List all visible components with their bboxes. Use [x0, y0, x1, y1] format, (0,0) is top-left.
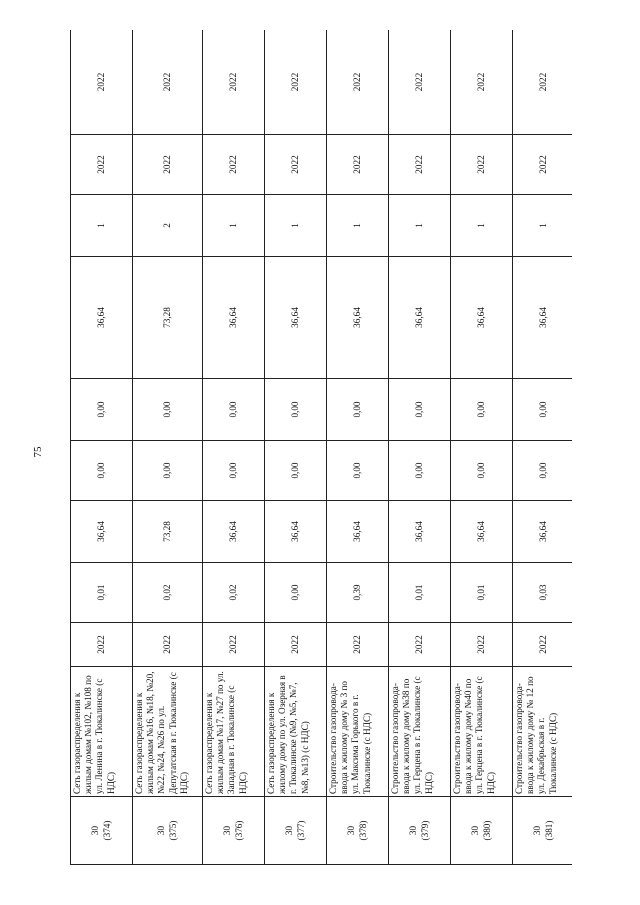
start-year: 2022 — [71, 135, 133, 195]
count: 1 — [265, 195, 327, 257]
row-id: 30 (376) — [203, 797, 265, 865]
length: 0,00 — [265, 563, 327, 623]
count: 1 — [71, 195, 133, 257]
end-year: 2022 — [327, 30, 389, 135]
cost-2: 0,00 — [451, 441, 513, 501]
cost-3: 0,00 — [513, 379, 573, 441]
year: 2022 — [327, 623, 389, 667]
table-container — [70, 30, 572, 865]
cost-1: 36,64 — [71, 501, 133, 563]
year: 2022 — [513, 623, 573, 667]
start-year: 2022 — [133, 135, 203, 195]
total: 36,64 — [203, 257, 265, 379]
table-row — [203, 30, 265, 865]
cost-3: 0,00 — [451, 379, 513, 441]
cost-1: 36,64 — [203, 501, 265, 563]
cost-3: 0,00 — [265, 379, 327, 441]
end-year: 2022 — [203, 30, 265, 135]
year: 2022 — [265, 623, 327, 667]
end-year: 2022 — [389, 30, 451, 135]
row-id: 30 (378) — [327, 797, 389, 865]
year: 2022 — [203, 623, 265, 667]
total: 36,64 — [265, 257, 327, 379]
total: 36,64 — [71, 257, 133, 379]
length: 0,01 — [451, 563, 513, 623]
length: 0,01 — [389, 563, 451, 623]
cost-3: 0,00 — [133, 379, 203, 441]
investment-table — [70, 30, 572, 865]
row-id: 30 (381) — [513, 797, 573, 865]
cost-3: 0,00 — [327, 379, 389, 441]
start-year: 2022 — [327, 135, 389, 195]
row-id: 30 (380) — [451, 797, 513, 865]
count: 1 — [513, 195, 573, 257]
total: 73,28 — [133, 257, 203, 379]
page-number: 75 — [32, 446, 44, 458]
object-name: Строительство газопровода-ввода к жилому дому №40 по ул. Герцена в г. Тюкалинске (с НДС) — [451, 667, 513, 797]
year: 2022 — [71, 623, 133, 667]
total: 36,64 — [389, 257, 451, 379]
object-name: Сеть газораспределения к жилым домам №16, №18, №20, №22, №24, №26 по ул. Депутатская в г. Тюкалинске (с НДС) — [133, 667, 203, 797]
count: 1 — [389, 195, 451, 257]
cost-2: 0,00 — [71, 441, 133, 501]
length: 0,02 — [133, 563, 203, 623]
start-year: 2022 — [203, 135, 265, 195]
count: 1 — [203, 195, 265, 257]
table-row — [71, 30, 133, 865]
end-year: 2022 — [133, 30, 203, 135]
cost-2: 0,00 — [265, 441, 327, 501]
count: 2 — [133, 195, 203, 257]
cost-2: 0,00 — [389, 441, 451, 501]
length: 0,01 — [71, 563, 133, 623]
start-year: 2022 — [265, 135, 327, 195]
end-year: 2022 — [451, 30, 513, 135]
cost-1: 36,64 — [265, 501, 327, 563]
length: 0,39 — [327, 563, 389, 623]
start-year: 2022 — [513, 135, 573, 195]
table-row — [389, 30, 451, 865]
total: 36,64 — [513, 257, 573, 379]
cost-3: 0,00 — [389, 379, 451, 441]
total: 36,64 — [327, 257, 389, 379]
cost-2: 0,00 — [203, 441, 265, 501]
year: 2022 — [389, 623, 451, 667]
cost-3: 0,00 — [71, 379, 133, 441]
row-id: 30 (375) — [133, 797, 203, 865]
table-row — [451, 30, 513, 865]
object-name: Сеть газораспределения к жилым домам №17, №27 по ул. Западная в г. Тюкалинске (с НДС) — [203, 667, 265, 797]
end-year: 2022 — [513, 30, 573, 135]
row-id: 30 (377) — [265, 797, 327, 865]
table-row — [265, 30, 327, 865]
cost-1: 36,64 — [513, 501, 573, 563]
length: 0,03 — [513, 563, 573, 623]
year: 2022 — [451, 623, 513, 667]
cost-2: 0,00 — [327, 441, 389, 501]
object-name: Сеть газораспределения к жилому дому по ул. Озерная в г. Тюкалинске (№9, №5, №7, №8, №13) (с НДС) — [265, 667, 327, 797]
cost-3: 0,00 — [203, 379, 265, 441]
cost-2: 0,00 — [133, 441, 203, 501]
start-year: 2022 — [389, 135, 451, 195]
table-row — [327, 30, 389, 865]
end-year: 2022 — [71, 30, 133, 135]
cost-1: 36,64 — [389, 501, 451, 563]
end-year: 2022 — [265, 30, 327, 135]
count: 1 — [451, 195, 513, 257]
table-row — [133, 30, 203, 865]
object-name: Сеть газораспределения к жилым домам №102, №108 по ул. Ленина в г. Тюкалинске (с НДС) — [71, 667, 133, 797]
object-name: Строительство газопровода-ввода к жилому дому № 3 по ул. Максима Горького в г. Тюкалинске (с НДС) — [327, 667, 389, 797]
cost-2: 0,00 — [513, 441, 573, 501]
row-id: 30 (374) — [71, 797, 133, 865]
total: 36,64 — [451, 257, 513, 379]
cost-1: 73,28 — [133, 501, 203, 563]
start-year: 2022 — [451, 135, 513, 195]
object-name: Строительство газопровода-ввода к жилому дому № 12 по ул. Декабрьская в г. Тюкалинске (с НДС) — [513, 667, 573, 797]
year: 2022 — [133, 623, 203, 667]
cost-1: 36,64 — [451, 501, 513, 563]
count: 1 — [327, 195, 389, 257]
object-name: Строительство газопровода-ввода к жилому дому №38 по ул. Герцена в г. Тюкалинске (с НДС) — [389, 667, 451, 797]
length: 0,02 — [203, 563, 265, 623]
row-id: 30 (379) — [389, 797, 451, 865]
cost-1: 36,64 — [327, 501, 389, 563]
table-row — [513, 30, 573, 865]
